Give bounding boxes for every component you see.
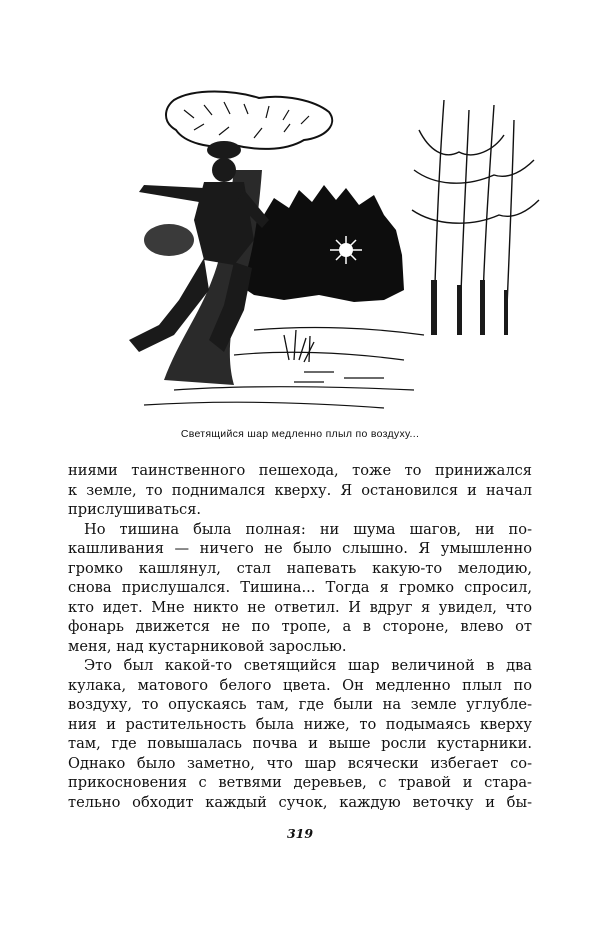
text-line: меня, над кустарниковой зарослью. — [68, 637, 347, 655]
page-number: 319 — [286, 826, 314, 841]
text-line: фонарь движется не по тропе, а в стороне, влево от — [68, 618, 532, 635]
text-line: кто идет. Мне никто не ответил. И вдруг я увидел, что — [68, 598, 532, 616]
text-line: там, где повышалась почва и выше росли кустарники. — [68, 735, 532, 752]
text-line: ниями таинственного пешехода, тоже то принижался — [68, 462, 532, 479]
text-line: прислушиваться. — [68, 501, 202, 518]
text-line: громко кашлянул, стал напевать какую-то мелодию, — [68, 559, 532, 577]
text-line: воздуху, то опускаясь там, где были на земле углубле- — [68, 696, 532, 713]
text-line: кулака, матового белого цвета. Он медленно плыл по — [68, 676, 532, 694]
text-line: к земле, то поднимался кверху. Я остановился и начал — [68, 481, 532, 499]
night-forest-glowing-ball-illustration — [84, 90, 544, 420]
text-line: Однако было заметно, что шар всячески избегает со- — [68, 754, 532, 772]
body-text — [68, 461, 532, 812]
text-line: прикосновения с ветвями деревьев, с травой и стара- — [68, 774, 532, 791]
illustration-caption: Светящийся шар медленно плыл по воздуху... — [180, 428, 420, 440]
text-line: кашливания — ничего не было слышно. Я умышленно — [68, 540, 532, 557]
text-line: тельно обходит каждый сучок, каждую веточку и бы- — [68, 793, 532, 811]
text-line: снова прислушался. Тишина... Тогда я громко спросил, — [68, 579, 532, 596]
text-line: Это был какой-то светящийся шар величиной в два — [84, 657, 532, 674]
text-line: ния и растительность была ниже, то подымаясь кверху — [68, 715, 532, 733]
text-line: Но тишина была полная: ни шума шагов, ни по- — [84, 520, 532, 538]
